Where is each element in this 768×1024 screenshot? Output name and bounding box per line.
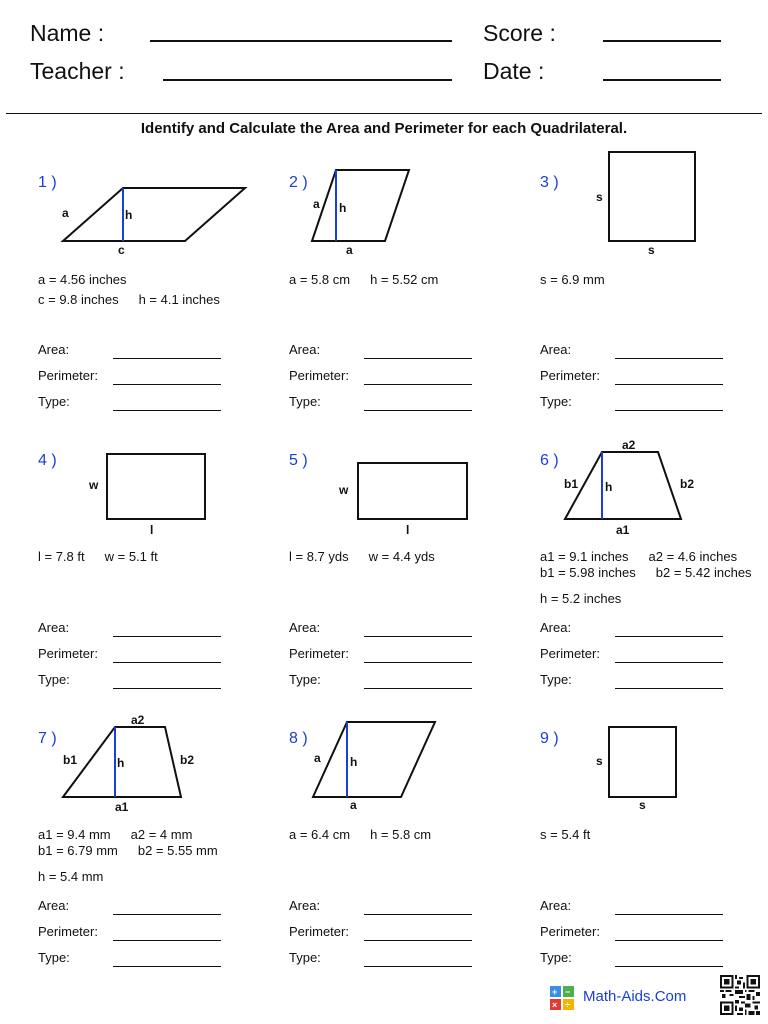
problem-2 (289, 174, 539, 444)
worksheet-title: Identify and Calculate the Area and Perimeter for each Quadrilateral. (140, 120, 628, 137)
given-line: a = 6.4 cm h = 5.8 cm (289, 827, 432, 842)
brand-link[interactable]: Math-Aids.Com (583, 988, 687, 1005)
base-label-s: s (648, 243, 655, 257)
problem-number: 5 ) (289, 452, 308, 469)
length-label: l (406, 523, 410, 537)
given-line: a = 5.8 cm h = 5.52 cm (289, 272, 439, 287)
side-label-a: a (313, 197, 320, 211)
width-label: w (89, 478, 99, 492)
top-base-label: a2 (622, 438, 636, 452)
base-label: c (118, 243, 125, 257)
trapezoid-figure (540, 438, 768, 562)
perimeter-answer-line[interactable] (615, 384, 723, 385)
area-label: Area: (38, 620, 70, 635)
name-field-line[interactable] (150, 40, 452, 42)
right-side-label: b2 (680, 477, 695, 491)
height-label: h (350, 755, 358, 769)
problem-5 (289, 452, 539, 722)
square-figure (540, 730, 768, 820)
perimeter-answer-line[interactable] (364, 662, 472, 663)
type-label: Type: (540, 394, 572, 409)
area-answer-line[interactable] (113, 914, 221, 915)
area-answer-line[interactable] (615, 358, 723, 359)
name-label: Name : (30, 20, 105, 46)
type-answer-line[interactable] (615, 410, 723, 411)
svg-text:+: + (552, 987, 558, 997)
problem-number: 8 ) (289, 730, 308, 747)
type-answer-line[interactable] (113, 688, 221, 689)
type-answer-line[interactable] (615, 688, 723, 689)
area-answer-line[interactable] (364, 636, 472, 637)
rectangle-figure (289, 452, 539, 542)
height-label: h (339, 201, 347, 215)
bottom-base-label: a1 (115, 800, 129, 814)
type-label: Type: (289, 394, 321, 409)
type-label: Type: (540, 672, 572, 687)
length-label: l (150, 523, 154, 537)
parallelogram-figure (38, 174, 288, 264)
area-label: Area: (540, 342, 572, 357)
base-label: a (346, 243, 353, 257)
problem-6 (540, 438, 768, 722)
perimeter-answer-line[interactable] (113, 384, 221, 385)
given-line: h = 5.2 inches (540, 591, 622, 606)
qr-code-icon (720, 975, 760, 1015)
bottom-base-label: a1 (616, 523, 630, 537)
side-label-s: s (596, 754, 603, 768)
type-label: Type: (38, 394, 70, 409)
problem-1 (38, 174, 288, 444)
area-label: Area: (289, 342, 321, 357)
given-line: a = 4.56 inches (38, 272, 127, 287)
perimeter-answer-line[interactable] (364, 940, 472, 941)
area-label: Area: (289, 620, 321, 635)
problem-7 (38, 713, 288, 1000)
problem-number: 3 ) (540, 174, 559, 191)
given-line: s = 6.9 mm (540, 272, 605, 287)
type-label: Type: (38, 950, 70, 965)
area-label: Area: (38, 898, 70, 913)
rectangle-figure (38, 452, 288, 542)
date-label: Date : (483, 58, 545, 84)
given-line: b1 = 5.98 inches b2 = 5.42 inches (540, 565, 752, 580)
perimeter-answer-line[interactable] (615, 662, 723, 663)
area-answer-line[interactable] (113, 358, 221, 359)
perimeter-answer-line[interactable] (615, 940, 723, 941)
perimeter-label: Perimeter: (540, 924, 600, 939)
problem-number: 1 ) (38, 174, 57, 191)
score-label: Score : (483, 20, 556, 46)
type-answer-line[interactable] (113, 966, 221, 967)
top-base-label: a2 (131, 713, 145, 727)
left-side-label: b1 (63, 753, 78, 767)
given-line: b1 = 6.79 mm b2 = 5.55 mm (38, 843, 218, 858)
side-label-s: s (596, 190, 603, 204)
given-line: c = 9.8 inches h = 4.1 inches (38, 292, 220, 307)
given-line: l = 7.8 ft w = 5.1 ft (38, 549, 158, 564)
type-label: Type: (38, 672, 70, 687)
perimeter-label: Perimeter: (540, 646, 600, 661)
problem-4 (38, 452, 288, 722)
perimeter-label: Perimeter: (289, 924, 349, 939)
problem-3 (540, 174, 768, 444)
given-line: l = 8.7 yds w = 4.4 yds (289, 549, 435, 564)
svg-text:÷: ÷ (565, 1000, 570, 1010)
problem-8 (289, 730, 539, 1000)
area-label: Area: (38, 342, 70, 357)
base-label-s: s (639, 798, 646, 812)
teacher-field-line[interactable] (163, 79, 452, 81)
problem-number: 4 ) (38, 452, 57, 469)
date-field-line[interactable] (603, 79, 721, 81)
svg-text:×: × (552, 1000, 558, 1010)
type-label: Type: (540, 950, 572, 965)
problem-number: 6 ) (540, 452, 559, 469)
width-label: w (339, 483, 349, 497)
header-divider (6, 113, 762, 114)
side-label-a: a (314, 751, 321, 765)
rhombus-figure (289, 730, 539, 820)
problem-9 (540, 730, 768, 1000)
right-side-label: b2 (180, 753, 195, 767)
area-answer-line[interactable] (113, 636, 221, 637)
type-label: Type: (289, 950, 321, 965)
type-answer-line[interactable] (364, 688, 472, 689)
perimeter-label: Perimeter: (540, 368, 600, 383)
height-label: h (605, 480, 613, 494)
perimeter-label: Perimeter: (38, 368, 98, 383)
area-label: Area: (289, 898, 321, 913)
given-line: h = 5.4 mm (38, 869, 104, 884)
perimeter-answer-line[interactable] (364, 384, 472, 385)
area-answer-line[interactable] (615, 914, 723, 915)
perimeter-label: Perimeter: (38, 646, 98, 661)
score-field-line[interactable] (603, 40, 721, 42)
square-figure (540, 174, 768, 264)
given-line: s = 5.4 ft (540, 827, 591, 842)
base-label: a (350, 798, 357, 812)
type-answer-line[interactable] (113, 410, 221, 411)
type-answer-line[interactable] (364, 410, 472, 411)
calculator-icon (550, 986, 574, 1010)
perimeter-answer-line[interactable] (113, 662, 221, 663)
left-side-label: b1 (564, 477, 579, 491)
side-label-a: a (62, 206, 69, 220)
height-label: h (117, 756, 125, 770)
problem-number: 2 ) (289, 174, 308, 191)
area-label: Area: (540, 620, 572, 635)
area-answer-line[interactable] (364, 358, 472, 359)
area-label: Area: (540, 898, 572, 913)
problem-number: 7 ) (38, 730, 57, 747)
svg-text:−: − (565, 987, 571, 997)
perimeter-label: Perimeter: (289, 368, 349, 383)
rhombus-figure (289, 174, 539, 264)
teacher-label: Teacher : (30, 58, 125, 84)
trapezoid-figure (38, 713, 288, 820)
type-answer-line[interactable] (364, 966, 472, 967)
height-label: h (125, 208, 133, 222)
problem-number: 9 ) (540, 730, 559, 747)
perimeter-answer-line[interactable] (113, 940, 221, 941)
area-answer-line[interactable] (364, 914, 472, 915)
perimeter-label: Perimeter: (38, 924, 98, 939)
given-line: a1 = 9.1 inches a2 = 4.6 inches (540, 549, 738, 564)
perimeter-label: Perimeter: (289, 646, 349, 661)
area-answer-line[interactable] (615, 636, 723, 637)
type-label: Type: (289, 672, 321, 687)
given-line: a1 = 9.4 mm a2 = 4 mm (38, 827, 193, 842)
type-answer-line[interactable] (615, 966, 723, 967)
